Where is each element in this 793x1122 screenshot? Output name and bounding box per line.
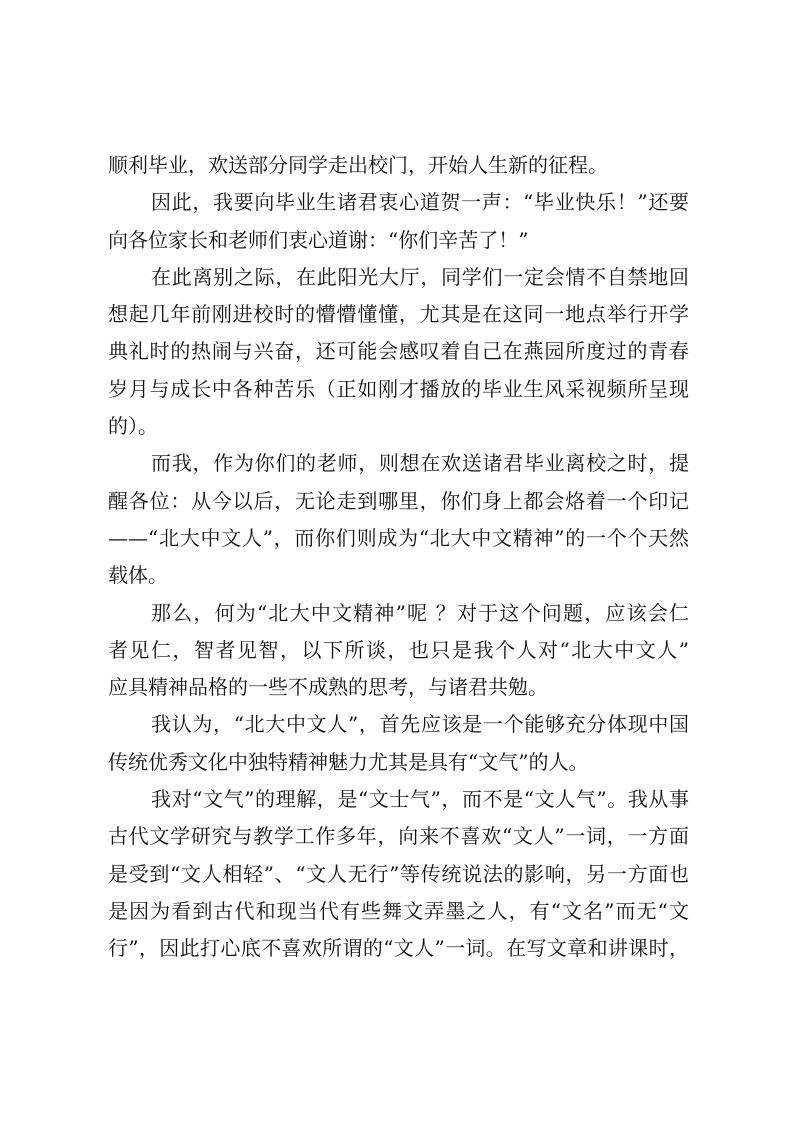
text-line: 我对“文气”的理解，是“文士气”，而不是“文人气”。我从事 bbox=[151, 787, 689, 812]
text-line: 传统优秀文化中独特精神魅力尤其是具有“文气”的人。 bbox=[108, 749, 589, 774]
text-line: 应具精神品格的一些不成熟的思考，与诸君共勉。 bbox=[108, 675, 548, 700]
text-line: 因此，我要向毕业生诸君衷心道贺一声：“毕业快乐！”还要 bbox=[151, 190, 689, 215]
text-line: ——“北大中文人”，而你们则成为“北大中文精神”的一个个天然 bbox=[108, 525, 689, 550]
text-line: 是因为看到古代和现当代有些舞文弄墨之人，有“文名”而无“文 bbox=[108, 898, 689, 923]
text-line: 岁月与成长中各种苦乐（正如刚才播放的毕业生风采视频所呈现 bbox=[108, 376, 689, 401]
text-line: 我认为，“北大中文人”，首先应该是一个能够充分体现中国 bbox=[151, 712, 689, 737]
text-line: 向各位家长和老师们衷心道谢：“你们辛苦了！” bbox=[108, 227, 529, 252]
text-line: 醒各位：从今以后，无论走到哪里，你们身上都会烙着一个印记 bbox=[108, 488, 689, 513]
text-line: 行”，因此打心底不喜欢所谓的“文人”一词。在写文章和讲课时， bbox=[108, 936, 689, 961]
paragraph bbox=[108, 445, 689, 594]
text-line: 者见仁，智者见智，以下所谈，也只是我个人对“北大中文人” bbox=[108, 637, 689, 662]
document-body bbox=[108, 147, 689, 968]
text-line: 在此离别之际，在此阳光大厅，同学们一定会情不自禁地回 bbox=[151, 264, 689, 289]
text-line: 载体。 bbox=[108, 563, 168, 588]
text-line: 古代文学研究与教学工作多年，向来不喜欢“文人”一词，一方面 bbox=[108, 824, 689, 849]
paragraph bbox=[108, 595, 689, 707]
paragraph bbox=[108, 259, 689, 445]
text-line: 那么，何为“北大中文精神”呢 ？对于这个问题，应该会仁 bbox=[151, 600, 689, 625]
text-line: 是受到“文人相轻”、“文人无行”等传统说法的影响，另一方面也 bbox=[108, 861, 689, 886]
text-line: 而我，作为你们的老师，则想在欢送诸君毕业离校之时，提 bbox=[151, 451, 689, 476]
text-line: 想起几年前刚进校时的懵懵懂懂，尤其是在这同一地点举行开学 bbox=[108, 302, 689, 327]
paragraph bbox=[108, 147, 689, 184]
paragraph bbox=[108, 184, 689, 259]
paragraph bbox=[108, 706, 689, 781]
text-line: 的）。 bbox=[108, 414, 158, 439]
text-line: 典礼时的热闹与兴奋，还可能会感叹着自己在燕园所度过的青春 bbox=[108, 339, 689, 364]
paragraph bbox=[108, 781, 689, 967]
text-line: 顺利毕业，欢送部分同学走出校门，开始人生新的征程。 bbox=[108, 153, 608, 177]
